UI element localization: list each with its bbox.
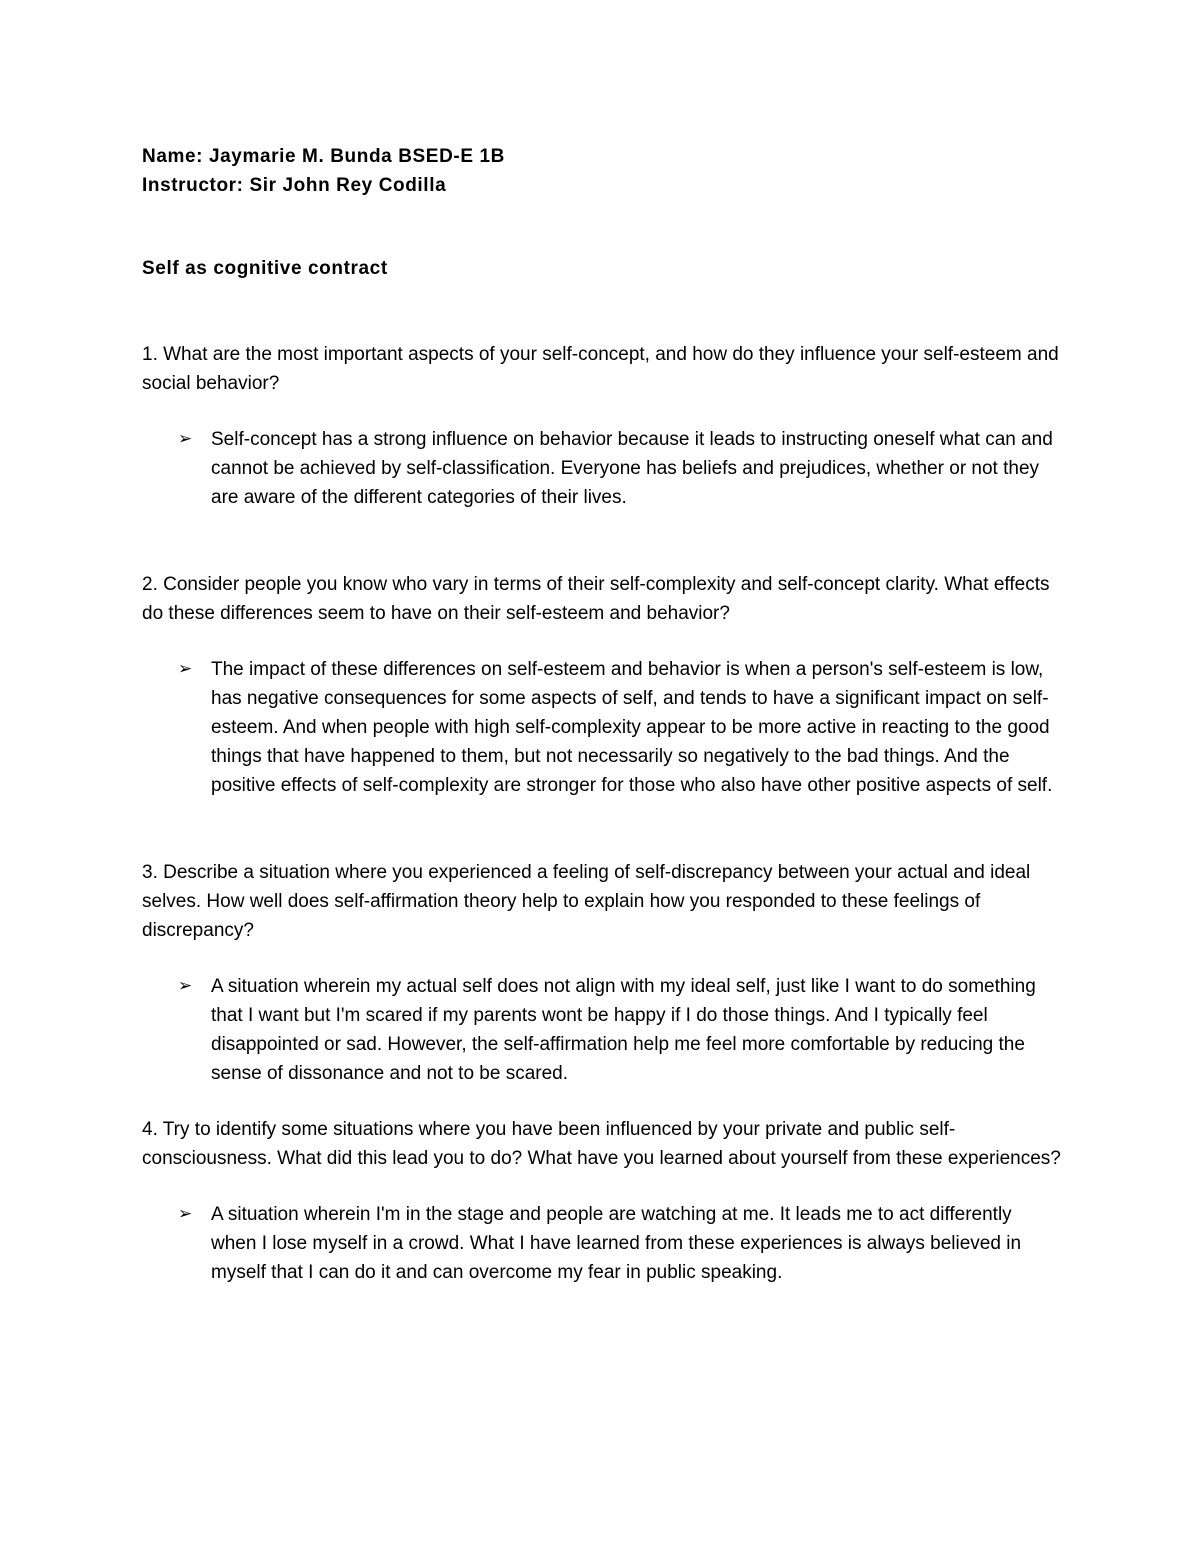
question-3: 3. Describe a situation where you experienced a feeling of self-discrepancy between your actual and ideal selves. How well does self-affirmation theory help to explain how you responded to these feelings of discrepancy? [142, 862, 1031, 941]
question-2: 2. Consider people you know who vary in terms of their self-complexity and self-concept clarity. What effects do these differences seem to have on their self-esteem and behavior? [142, 574, 1050, 624]
arrow-bullet-icon: ➢ [178, 429, 193, 449]
answer-1 [142, 425, 1062, 512]
answer-3-text: A situation wherein my actual self does not align with my ideal self, just like I want to do something that I want but I'm scared if my parents wont be happy if I do those things. And I typically feel disappointed or sad. However, the self-affirmation help me feel more comfortable by reducing the sense of dissonance and not to be scared. [211, 976, 1036, 1084]
answer-2-text: The impact of these differences on self-esteem and behavior is when a person's self-esteem is low, has negative consequences for some aspects of self, and tends to have a significant impact on self-esteem. And when people with high self-complexity appear to be more active in reacting to the good things that have happened to them, but not necessarily so negatively to the bad things. And the positive effects of self-complexity are stronger for those who also have other positive aspects of self. [211, 659, 1053, 796]
arrow-bullet-icon: ➢ [178, 659, 193, 679]
answer-4 [142, 1200, 1062, 1287]
arrow-bullet-icon: ➢ [178, 976, 193, 996]
answer-2 [142, 655, 1062, 800]
section-title: Self as cognitive contract [142, 258, 388, 279]
student-name-line: Name: Jaymarie M. Bunda BSED-E 1B [142, 146, 505, 167]
answer-3 [142, 972, 1062, 1088]
arrow-bullet-icon: ➢ [178, 1204, 193, 1224]
answer-4-text: A situation wherein I'm in the stage and people are watching at me. It leads me to act differently when I lose myself in a crowd. What I have learned from these experiences is always believed in myself that I can do it and can overcome my fear in public speaking. [211, 1204, 1022, 1283]
question-1: 1. What are the most important aspects of your self-concept, and how do they influence your self-esteem and social behavior? [142, 344, 1059, 394]
document-page [142, 142, 1062, 1287]
question-4: 4. Try to identify some situations where you have been influenced by your private and public self-consciousness. What did this lead you to do? What have you learned about yourself from these experiences? [142, 1119, 1061, 1169]
answer-1-text: Self-concept has a strong influence on behavior because it leads to instructing oneself what can and cannot be achieved by self-classification. Everyone has beliefs and prejudices, whether or not they are aware of the different categories of their lives. [211, 429, 1053, 508]
instructor-line: Instructor: Sir John Rey Codilla [142, 175, 447, 196]
